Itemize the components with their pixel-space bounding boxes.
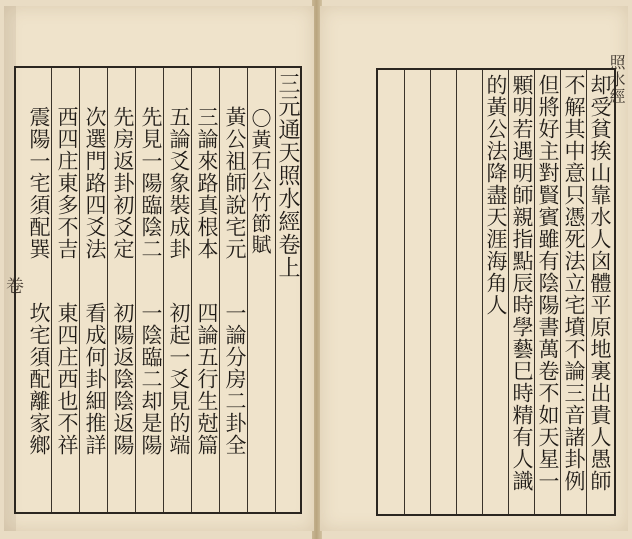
column-rule	[560, 70, 561, 514]
column-rule	[534, 70, 535, 514]
column-rule	[430, 70, 431, 514]
verse-line: 初起一爻見的端	[167, 302, 191, 456]
verse-line: 一陰臨二却是陽	[139, 302, 163, 456]
column-rule	[163, 68, 164, 512]
column-rule	[107, 68, 108, 512]
verse-line: 坎宅須配離家鄉	[27, 302, 51, 456]
volume-title: 三元通天照水經卷上	[275, 72, 300, 279]
column-rule	[508, 70, 509, 514]
verse-line: 西四庄東多不吉	[55, 106, 79, 260]
page-header-label: 照水經	[607, 54, 626, 105]
text-column: 不解其中意只憑死法立宅墳不論三音諸卦例	[562, 74, 586, 492]
left-text-frame	[14, 66, 302, 514]
column-rule	[191, 68, 192, 512]
margin-tab-label: 卷	[3, 276, 24, 295]
left-page	[4, 6, 314, 531]
verse-line: 黃公祖師說宅元	[223, 106, 247, 260]
verse-line: 先見一陽臨陰二	[139, 106, 163, 260]
right-page	[320, 6, 628, 531]
text-column: 却受貧挨山靠水人囟體平原地裏出貴人愚師	[588, 74, 612, 492]
column-rule	[456, 70, 457, 514]
text-column: 的黃公法降盡天涯海角人	[484, 74, 508, 316]
chapter-subtitle: 〇黃石公竹節賦	[248, 108, 272, 255]
verse-line: 看成何卦細推詳	[83, 302, 107, 456]
verse-line: 初陽返陰陰返陽	[111, 302, 135, 456]
verse-line: 東四庄西也不祥	[55, 302, 79, 456]
verse-line: 三論來路真根本	[195, 106, 219, 260]
column-rule	[51, 68, 52, 512]
verse-line: 先房返卦初爻定	[111, 106, 135, 260]
verse-line: 次選門路四爻法	[83, 106, 107, 260]
column-rule	[135, 68, 136, 512]
verse-line: 震陽一宅須配巽	[27, 106, 51, 260]
column-rule	[586, 70, 587, 514]
column-rule	[219, 68, 220, 512]
column-rule	[404, 70, 405, 514]
right-text-frame	[376, 68, 616, 516]
column-rule	[482, 70, 483, 514]
verse-line: 五論爻象裝成卦	[167, 106, 191, 260]
verse-line: 一論分房二卦全	[223, 302, 247, 456]
text-column: 顆明若遇明師親指點辰時學藝巳時精有人識	[510, 74, 534, 492]
verse-line: 四論五行生尅篇	[195, 302, 219, 456]
text-column: 但將好主對賢賓雖有陰陽書萬卷不如天星一	[536, 74, 560, 492]
column-rule	[79, 68, 80, 512]
